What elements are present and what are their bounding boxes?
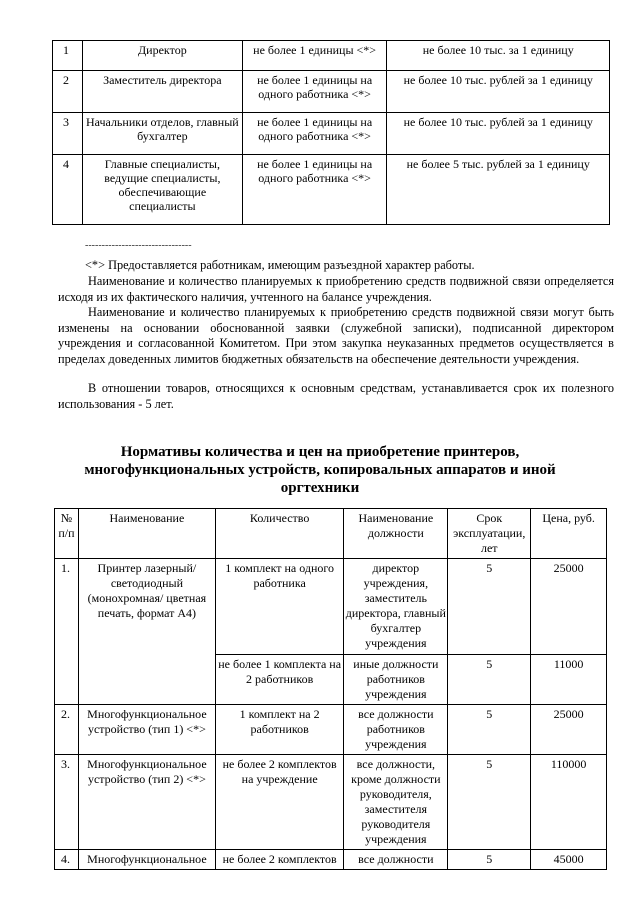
table-row — [55, 705, 607, 755]
position-cell: Главные специалисты, ведущие специалисты, обеспечивающие специалисты — [82, 155, 242, 225]
footnote-text: <*> Предоставляется работникам, имеющим разъездной характер работы. — [85, 258, 475, 272]
term-cell: 5 — [448, 655, 531, 705]
header-num: № п/п — [55, 509, 79, 559]
table-row — [55, 850, 607, 870]
paragraph-3: В отношении товаров, относящихся к основным средствам, устанавливается срок их полезного использования - 5 лет. — [58, 381, 614, 411]
price-cell: не более 10 тыс. рублей за 1 единицу — [387, 113, 610, 155]
footnote-separator: -------------------------------- — [85, 240, 192, 251]
term-cell: 5 — [448, 850, 531, 870]
quantity-cell: 1 комплект на одного работника — [215, 559, 344, 655]
price-cell: не более 5 тыс. рублей за 1 единицу — [387, 155, 610, 225]
quantity-cell: не более 1 единицы на одного работника <*> — [242, 71, 387, 113]
position-cell: все должности — [344, 850, 448, 870]
table-row — [55, 559, 607, 655]
item-name-cell: Многофункциональное — [78, 850, 215, 870]
price-cell: 25000 — [531, 705, 607, 755]
term-cell: 5 — [448, 559, 531, 655]
position-cell: Заместитель директора — [82, 71, 242, 113]
price-cell: не более 10 тыс. рублей за 1 единицу — [387, 71, 610, 113]
row-number: 2 — [53, 71, 83, 113]
row-number: 3. — [55, 755, 79, 850]
header-quantity: Количество — [215, 509, 344, 559]
table-row — [53, 71, 610, 113]
price-cell: 110000 — [531, 755, 607, 850]
quantity-cell: не более 2 комплектов — [215, 850, 344, 870]
table-row — [53, 41, 610, 71]
quantity-cell: не более 1 единицы <*> — [242, 41, 387, 71]
position-cell: все должности, кроме должности руководителя, заместителя руководителя учреждения — [344, 755, 448, 850]
table-header-row — [55, 509, 607, 559]
header-term: Срок эксплуатации, лет — [448, 509, 531, 559]
office-equipment-table — [54, 508, 607, 870]
position-cell: все должности работников учреждения — [344, 705, 448, 755]
paragraph-1: Наименование и количество планируемых к приобретению средств подвижной связи определяется исходя из их фактического наличия, учтенного на балансе учреждения. — [58, 274, 614, 304]
quantity-cell: не более 1 единицы на одного работника <*> — [242, 155, 387, 225]
row-number: 4. — [55, 850, 79, 870]
quantity-cell: не более 1 комплекта на 2 работников — [215, 655, 344, 705]
position-cell: директор учреждения, заместитель директора, главный бухгалтер учреждения — [344, 559, 448, 655]
quantity-cell: не более 2 комплектов на учреждение — [215, 755, 344, 850]
table-row — [55, 755, 607, 850]
price-cell: не более 10 тыс. за 1 единицу — [387, 41, 610, 71]
row-number: 4 — [53, 155, 83, 225]
paragraph-2: Наименование и количество планируемых к приобретению средств подвижной связи могут быть изменены на основании обоснованной заявки (служебной записки), подписанной директором учреждения и согласованной Комитетом. При этом закупка неуказанных предметов осуществляется в пределах доведенных лимитов бюджетных обязательств на обеспечение деятельности учреждения. — [58, 305, 614, 366]
price-cell: 45000 — [531, 850, 607, 870]
item-name-cell: Многофункциональное устройство (тип 2) <*> — [78, 755, 215, 850]
row-number: 1 — [53, 41, 83, 71]
row-number: 2. — [55, 705, 79, 755]
table-row — [53, 155, 610, 225]
position-cell: Директор — [82, 41, 242, 71]
position-cell: иные должности работников учреждения — [344, 655, 448, 705]
mobile-devices-table — [52, 40, 610, 225]
header-name: Наименование — [78, 509, 215, 559]
item-name-cell: Многофункциональное устройство (тип 1) <*> — [78, 705, 215, 755]
quantity-cell: 1 комплект на 2 работников — [215, 705, 344, 755]
row-number: 1. — [55, 559, 79, 705]
price-cell: 11000 — [531, 655, 607, 705]
header-position: Наименование должности — [344, 509, 448, 559]
section-heading: Нормативы количества и цен на приобретение принтеров, многофункциональных устройств, копировальных аппаратов и иной оргтехники — [84, 444, 556, 496]
header-price: Цена, руб. — [531, 509, 607, 559]
position-cell: Начальники отделов, главный бухгалтер — [82, 113, 242, 155]
term-cell: 5 — [448, 755, 531, 850]
table-row — [53, 113, 610, 155]
row-number: 3 — [53, 113, 83, 155]
quantity-cell: не более 1 единицы на одного работника <*> — [242, 113, 387, 155]
price-cell: 25000 — [531, 559, 607, 655]
term-cell: 5 — [448, 705, 531, 755]
item-name-cell: Принтер лазерный/ светодиодный (монохромная/ цветная печать, формат А4) — [78, 559, 215, 705]
